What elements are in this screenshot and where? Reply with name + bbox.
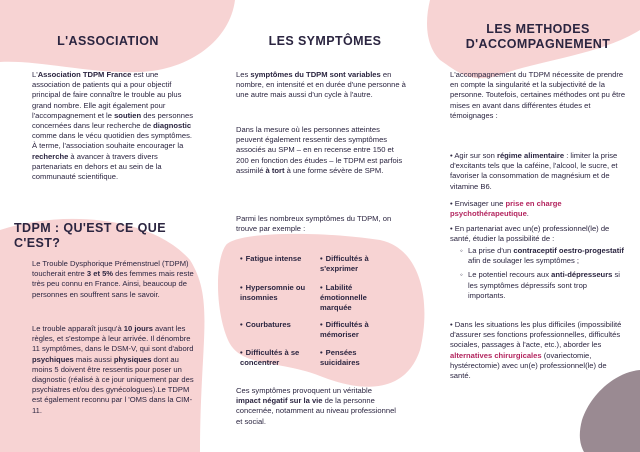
medical-options-list xyxy=(450,246,626,301)
tdpm-heading: TDPM : QU'EST CE QUE C'EST? xyxy=(14,221,166,250)
symptoms-heading: LES SYMPTÔMES xyxy=(268,34,382,48)
option-antidepressants xyxy=(460,270,626,301)
text-run: symptômes du TDPM sont variables xyxy=(250,70,381,79)
methods-heading-line-1: LES METHODES xyxy=(486,22,590,36)
method-medical-partnership: • En partenariat avec un(e) professionnel(le) de santé, étudier la possibilité de : xyxy=(450,224,610,244)
text-run: contraceptif oestro-progestatif xyxy=(513,246,624,255)
bullet-icon: • xyxy=(240,348,243,357)
text-run: si les symptômes dépressifs sont trop importants. xyxy=(468,270,620,300)
symptoms-paragraph-2 xyxy=(236,125,408,176)
symptom-item: • Fatigue intense xyxy=(240,254,302,263)
text-run: physiques xyxy=(113,354,152,364)
symptom-item: • Difficultés à se concentrer xyxy=(240,348,300,368)
text-run: Dans la mesure où les personnes atteintes peuvent également ressentir des symptômes associés au SPM – en en recense entre 150 et 200 en fonction des études – le TDPM est parfois assimilé xyxy=(236,125,403,175)
text-run: Le Trouble Dysphorique Prémenstruel (TDPM) toucherait entre xyxy=(32,259,189,279)
symptoms-paragraph-4 xyxy=(236,386,396,427)
bullet-icon: • xyxy=(320,254,323,263)
symptom-item: • Courbatures xyxy=(240,320,291,329)
text-run: à avancer à travers divers partenariats en dehors et au sein de la communauté scientifique. xyxy=(32,151,162,182)
bullet-icon: • xyxy=(320,320,323,329)
symptom-item: • Hypersomnie ou insomnies xyxy=(240,283,306,303)
text-run: afin de soulager les symptômes ; xyxy=(468,256,580,266)
text-run: • Dans les situations les plus difficiles (impossibilité d'assurer ses fonctions professionnelles, difficultés sociales, passages à l'acte, etc.), aborder les xyxy=(450,320,622,350)
text-run: à tort xyxy=(265,165,285,175)
symptoms-paragraph-3: Parmi les nombreux symptômes du TDPM, on trouve par exemple : xyxy=(236,214,392,234)
text-run: La prise d'un xyxy=(468,246,514,255)
text-run: régime alimentaire xyxy=(496,151,565,160)
text-run: en nombre, en intensité et en durée d'une personne à une autre mais aussi d'un cycle à l'autre. xyxy=(236,70,406,100)
bullet-icon: • xyxy=(240,320,243,329)
text-run: Ces symptômes provoquent un véritable xyxy=(236,386,372,395)
text-run: alternatives chirurgicales xyxy=(450,350,542,360)
text-run: (ovariectomie, hystérectomie) avec un(e) professionnel(le) de santé. xyxy=(450,350,607,381)
symptoms-paragraph-1 xyxy=(236,70,408,101)
text-run: L' xyxy=(32,70,38,79)
bullet-icon: • xyxy=(240,283,243,292)
tdpm-paragraph-2 xyxy=(32,324,194,416)
text-run: • Envisager une xyxy=(450,199,506,208)
text-run: prise en charge psychothérapeutique xyxy=(450,199,562,219)
text-run: est une association de patients qui a pour objectif principal de faire connaître le trouble au plus grand nombre. Elle agit également pour l'accompagnement et le xyxy=(32,70,182,120)
text-run: : limiter la prise d'excitants tels que la caféine, l'alcool, le sucre, et favoriser la consommation de magnésium et de vitamine B6. xyxy=(450,151,618,191)
symptom-item: • Difficultés à mémoriser xyxy=(320,320,369,340)
option-contraceptive xyxy=(460,246,626,266)
text-run: 10 jours xyxy=(123,324,153,333)
text-run: Association TDPM France xyxy=(37,70,132,79)
symptom-item: • Labilité émotionnelle marquée xyxy=(320,283,367,313)
text-run: soutien xyxy=(114,110,142,120)
text-run: dont au moins 5 doivent être ressentis pour poser un diagnostic (réalisé à ce jour uniquement par des psychiatres et/ou des gynécologues).Le TDPM est également reconnu par l 'OMS dans la CIM-11. xyxy=(32,354,194,415)
association-heading: L'ASSOCIATION xyxy=(57,34,159,48)
text-run: des femmes mais reste très peu connu en France. Ainsi, beaucoup de personnes en souffrent sans le savoir. xyxy=(32,269,194,299)
text-run: 3 et 5% xyxy=(86,269,114,279)
methods-heading-line-2: D'ACCOMPAGNEMENT xyxy=(465,37,611,51)
text-run: . xyxy=(526,209,529,219)
method-psychotherapy xyxy=(450,199,626,219)
text-run: avant les règles, et s'estompe à leur arrivée. Il dénombre 11 symptômes, dans le DSM-V, qui sont d'abord xyxy=(32,324,194,354)
bullet-icon: • xyxy=(240,254,243,263)
text-run: Le potentiel recours aux xyxy=(468,270,552,280)
tdpm-paragraph-1 xyxy=(32,259,194,300)
methods-heading xyxy=(450,22,626,52)
text-run: anti-dépresseurs xyxy=(551,270,613,280)
text-run: des personnes concernées dans leur recherche de xyxy=(32,110,194,131)
text-run: recherche xyxy=(32,151,69,161)
text-run: comme dans le vécu quotidien des symptômes. À terme, l'association souhaite encourager la xyxy=(32,131,192,151)
text-run: de la personne concernée, notamment au niveau professionnel et social. xyxy=(236,396,396,426)
text-run: Les xyxy=(236,70,251,79)
text-run: à une forme sévère de SPM. xyxy=(284,165,384,175)
methods-intro: L'accompagnement du TDPM nécessite de prendre en compte la singularité et la subjectivité de la personne. Toutefois, certaines méthodes ont pu être mises en avant dans différentes études et témoignages : xyxy=(450,70,626,120)
text-run: impact négatif sur la vie xyxy=(236,396,323,406)
method-diet xyxy=(450,151,626,192)
mauve-blob-right-bottom xyxy=(580,370,640,452)
bullet-icon: • xyxy=(320,283,323,292)
text-run: diagnostic xyxy=(153,121,192,131)
text-run: Le trouble apparaît jusqu'à xyxy=(32,324,124,333)
method-surgery xyxy=(450,320,622,381)
symptom-item: • Difficultés à s'exprimer xyxy=(320,254,369,274)
bullet-icon: • xyxy=(320,348,323,357)
text-run: psychiques xyxy=(32,354,74,364)
association-paragraph xyxy=(32,70,198,182)
symptom-item: • Pensées suicidaires xyxy=(320,348,360,368)
text-run: mais aussi xyxy=(73,354,114,364)
text-run: • Agir sur son xyxy=(450,151,497,160)
